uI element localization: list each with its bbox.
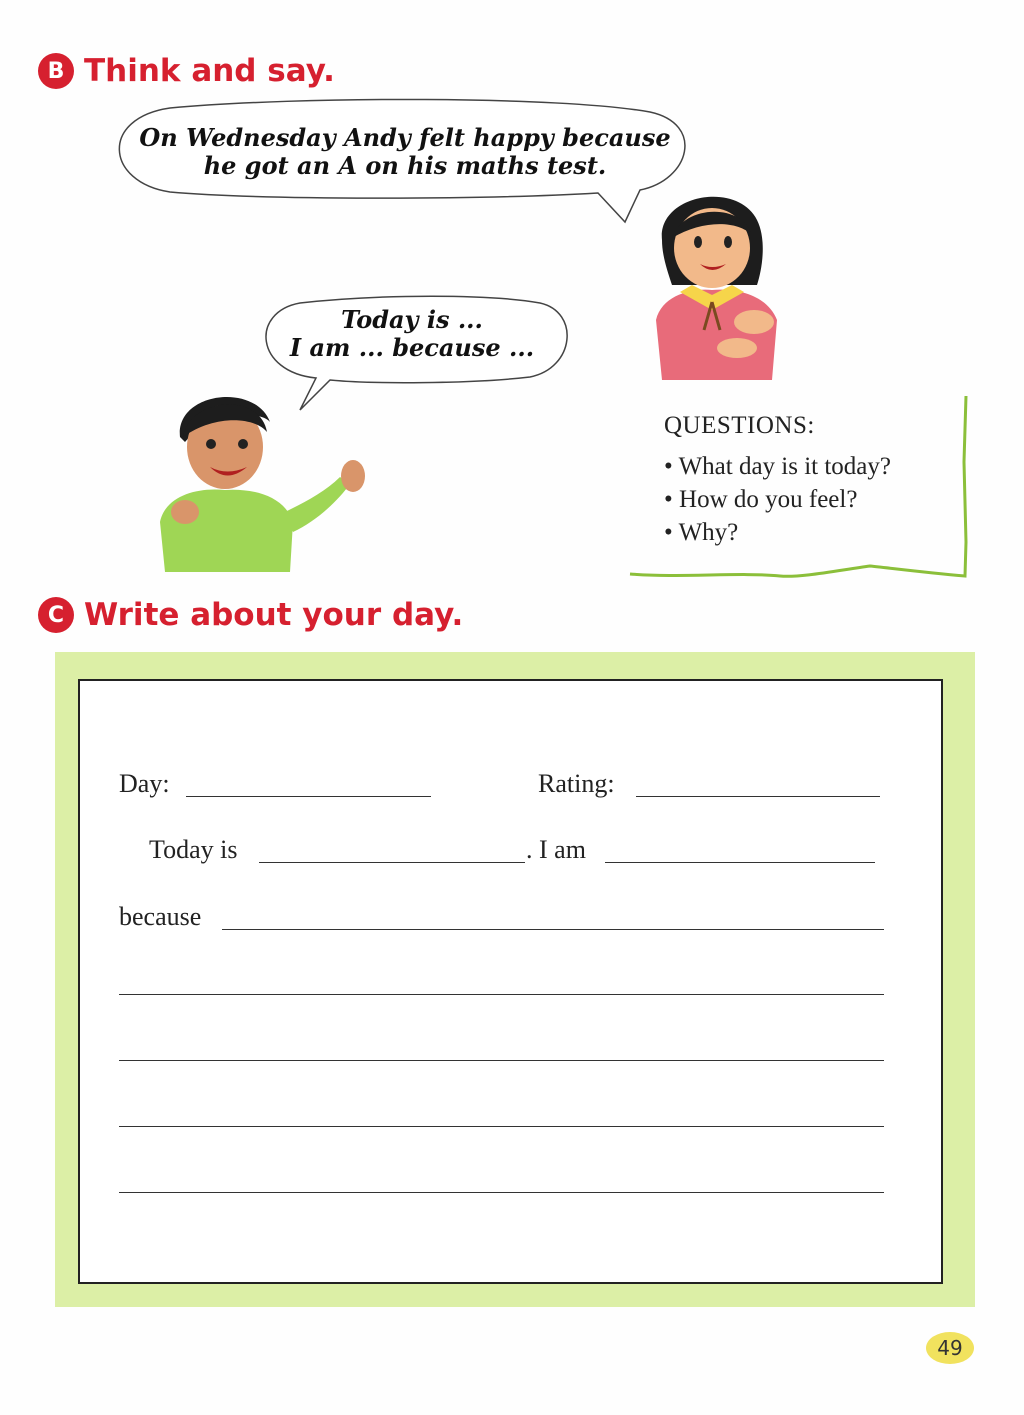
because-answer-line[interactable] bbox=[222, 929, 884, 930]
questions-title: QUESTIONS: bbox=[664, 412, 815, 439]
feeling-answer-line[interactable] bbox=[605, 862, 875, 863]
section-c-heading bbox=[38, 597, 463, 633]
writing-line[interactable] bbox=[119, 1060, 884, 1061]
girl-speech-line-2: he got an A on his maths test. bbox=[203, 150, 607, 180]
section-c-badge: C bbox=[38, 597, 74, 633]
question-item: • How do you feel? bbox=[664, 487, 964, 513]
questions-note-border bbox=[620, 392, 980, 592]
worksheet-paper bbox=[78, 679, 943, 1284]
section-b-badge: B bbox=[38, 53, 74, 89]
writing-line[interactable] bbox=[119, 1192, 884, 1193]
today-is-label: Today is bbox=[149, 835, 238, 864]
rating-answer-line[interactable] bbox=[636, 796, 880, 797]
because-label: because bbox=[119, 902, 202, 931]
page-number: 49 bbox=[926, 1332, 974, 1364]
girl-illustration bbox=[642, 180, 802, 380]
rating-label: Rating: bbox=[538, 769, 615, 798]
question-item: • What day is it today? bbox=[664, 454, 964, 480]
day-label: Day: bbox=[119, 769, 170, 798]
boy-speech-line-2: I am ... because ... bbox=[289, 332, 535, 362]
question-item: • Why? bbox=[664, 520, 964, 546]
writing-line[interactable] bbox=[119, 1126, 884, 1127]
girl-speech-text bbox=[120, 124, 690, 179]
writing-line[interactable] bbox=[119, 994, 884, 995]
i-am-label: . I am bbox=[526, 835, 586, 864]
day-answer-line[interactable] bbox=[186, 796, 431, 797]
boy-speech-text bbox=[262, 306, 562, 361]
boy-illustration bbox=[155, 382, 375, 572]
today-answer-line[interactable] bbox=[259, 862, 525, 863]
section-c-title: Write about your day. bbox=[84, 597, 464, 633]
girl-speech-line-1: On Wednesday Andy felt happy because bbox=[139, 123, 671, 152]
section-b-title: Think and say. bbox=[84, 53, 335, 89]
boy-speech-line-1: Today is ... bbox=[341, 305, 483, 334]
